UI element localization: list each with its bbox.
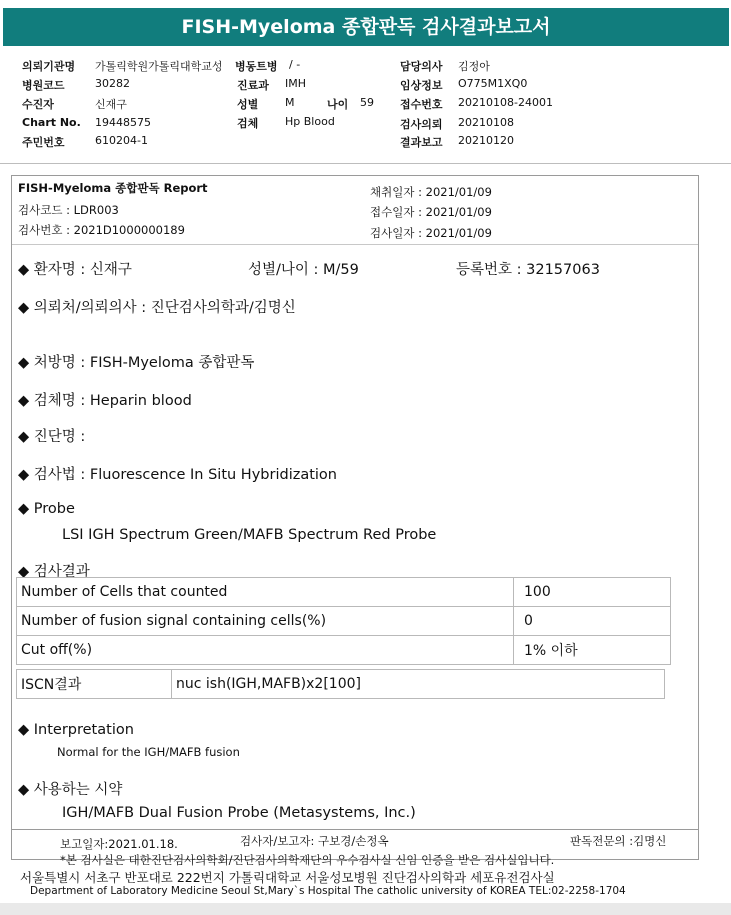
header-value: 20210108	[458, 116, 514, 129]
header-label: 수진자	[22, 98, 54, 111]
header-divider	[0, 163, 731, 164]
lab-english-name: Department of Laboratory Medicine Seoul St,Mary`s Hospital The catholic university of KOREA TEL:02-2258-1704	[30, 885, 626, 897]
table-row	[17, 578, 671, 607]
header-value: 신재구	[95, 98, 127, 111]
header-value: 20210120	[458, 134, 514, 147]
reagent-heading: ◆ 사용하는 시약	[18, 782, 123, 798]
header-label: 결과보고	[400, 136, 443, 149]
specimen-line: ◆ 검체명 : Heparin blood	[18, 393, 192, 409]
header-label: 병동트병	[235, 60, 278, 73]
result-label: Number of fusion signal containing cells(%)	[17, 607, 514, 636]
header-label: 주민번호	[22, 136, 65, 149]
test-date: 검사일자 : 2021/01/09	[370, 226, 492, 240]
registration-number: 등록번호 : 32157063	[456, 262, 600, 278]
report-title-banner: FISH-Myeloma 종합판독 검사결과보고서	[3, 8, 729, 46]
interpretation-heading: ◆ Interpretation	[18, 722, 134, 738]
header-label: 성별	[237, 98, 259, 111]
table-row	[17, 636, 671, 665]
patient-name: ◆ 환자명 : 신재구	[18, 262, 132, 278]
header-label: 진료과	[237, 79, 269, 92]
report-date: 보고일자:2021.01.18.	[60, 837, 178, 851]
iscn-value: nuc ish(IGH,MAFB)x2[100]	[172, 670, 665, 699]
footer-divider	[12, 829, 698, 830]
test-code: 검사코드 : LDR003	[18, 203, 119, 217]
header-label: Chart No.	[22, 116, 81, 129]
iscn-table	[16, 669, 665, 699]
lab-address: 서울특별시 서초구 반포대로 222번지 가톨릭대학교 서울성모병원 진단검사의학과 세포유전검사실	[20, 870, 555, 885]
table-row	[17, 607, 671, 636]
iscn-label: ISCN결과	[17, 670, 172, 699]
method-line: ◆ 검사법 : Fluorescence In Situ Hybridization	[18, 467, 337, 483]
diagnosis-line: ◆ 진단명 :	[18, 429, 86, 445]
report-title: FISH-Myeloma 종합판독 Report	[18, 181, 208, 195]
header-value: O775M1XQ0	[458, 77, 528, 90]
testers: 검사자/보고자: 구보경/손정옥	[240, 834, 389, 848]
collection-date: 채취일자 : 2021/01/09	[370, 185, 492, 199]
header-value: / -	[289, 58, 301, 71]
bottom-bar	[0, 903, 731, 915]
accreditation-note: *본 검사실은 대한진단검사의학회/진단검사의학재단의 우수검사실 신임 인증을 받은 검사실입니다.	[60, 853, 555, 867]
probe-heading: ◆ Probe	[18, 501, 75, 517]
header-value: 김정아	[458, 60, 490, 73]
header-label: 검사의뢰	[400, 118, 443, 131]
requester-line: ◆ 의뢰처/의뢰의사 : 진단검사의학과/김명신	[18, 300, 296, 316]
probe-text: LSI IGH Spectrum Green/MAFB Spectrum Red Probe	[62, 527, 437, 543]
result-label: Number of Cells that counted	[17, 578, 514, 607]
header-value: 59	[360, 96, 374, 109]
header-label: 의뢰기관명	[22, 60, 76, 73]
result-table	[16, 577, 671, 665]
report-header-divider	[12, 244, 698, 245]
reagent-text: IGH/MAFB Dual Fusion Probe (Metasystems, Inc.)	[62, 805, 416, 821]
result-heading: ◆ 검사결과	[18, 564, 90, 580]
header-value: 20210108-24001	[458, 96, 553, 109]
receipt-date: 접수일자 : 2021/01/09	[370, 205, 492, 219]
result-value: 0	[514, 607, 671, 636]
header-label: 병원코드	[22, 79, 65, 92]
header-value: 610204-1	[95, 134, 148, 147]
patient-sex-age: 성별/나이 : M/59	[248, 262, 359, 278]
header-label: 나이	[327, 98, 349, 111]
header-value: Hp Blood	[285, 115, 335, 128]
header-label: 검체	[237, 117, 259, 130]
header-value: M	[285, 96, 295, 109]
result-value: 1% 이하	[514, 636, 671, 665]
test-number: 검사번호 : 2021D1000000189	[18, 223, 185, 237]
specialist: 판독전문의 :김명신	[570, 834, 667, 848]
header-value: IMH	[285, 77, 307, 90]
prescription-line: ◆ 처방명 : FISH-Myeloma 종합판독	[18, 355, 255, 371]
header-value: 30282	[95, 77, 130, 90]
header-value: 19448575	[95, 116, 151, 129]
header-label: 담당의사	[400, 60, 443, 73]
result-label: Cut off(%)	[17, 636, 514, 665]
interpretation-text: Normal for the IGH/MAFB fusion	[57, 745, 240, 759]
result-value: 100	[514, 578, 671, 607]
header-label: 임상정보	[400, 79, 443, 92]
header-label: 접수번호	[400, 98, 443, 111]
table-row	[17, 670, 665, 699]
header-value: 가톨릭학원가톨릭대학교성	[95, 60, 223, 73]
